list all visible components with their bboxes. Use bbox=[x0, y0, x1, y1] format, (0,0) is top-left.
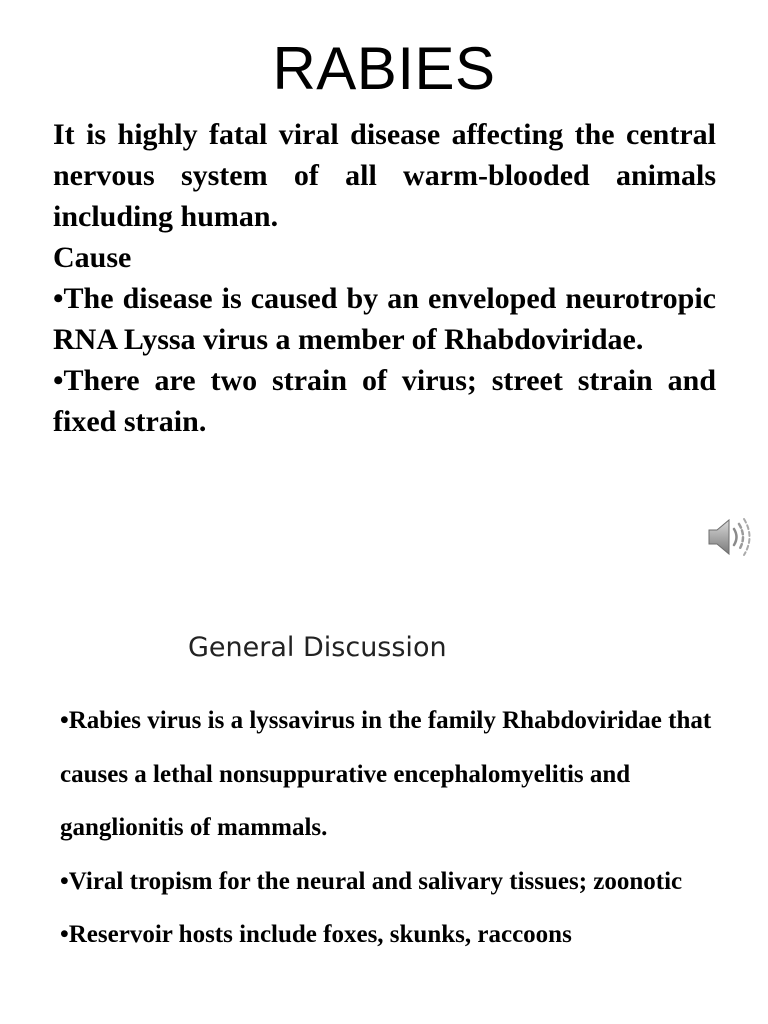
slide-body bbox=[53, 114, 716, 442]
intro-paragraph: It is highly fatal viral disease affecting the central nervous system of all warm-blooded animals including human. bbox=[53, 118, 716, 233]
bullet-item: •Reservoir hosts include foxes, skunks, raccoons bbox=[60, 921, 572, 948]
bullet-item: •There are two strain of virus; street strain and fixed strain. bbox=[53, 364, 716, 438]
slide-body bbox=[60, 694, 740, 962]
slide-general-discussion bbox=[0, 600, 768, 1024]
cause-heading: Cause bbox=[53, 241, 132, 274]
section-title: General Discussion bbox=[188, 632, 447, 663]
speaker-icon[interactable] bbox=[706, 516, 752, 558]
slide-title: RABIES bbox=[272, 35, 496, 102]
bullet-item: •Rabies virus is a lyssavirus in the family Rhabdoviridae that causes a lethal nonsuppurative encephalomyelitis and ganglionitis of mammals. bbox=[60, 707, 712, 841]
bullet-item: •Viral tropism for the neural and salivary tissues; zoonotic bbox=[60, 867, 683, 895]
bullet-item: •The disease is caused by an enveloped neurotropic RNA Lyssa virus a member of Rhabdoviridae. bbox=[53, 282, 716, 356]
